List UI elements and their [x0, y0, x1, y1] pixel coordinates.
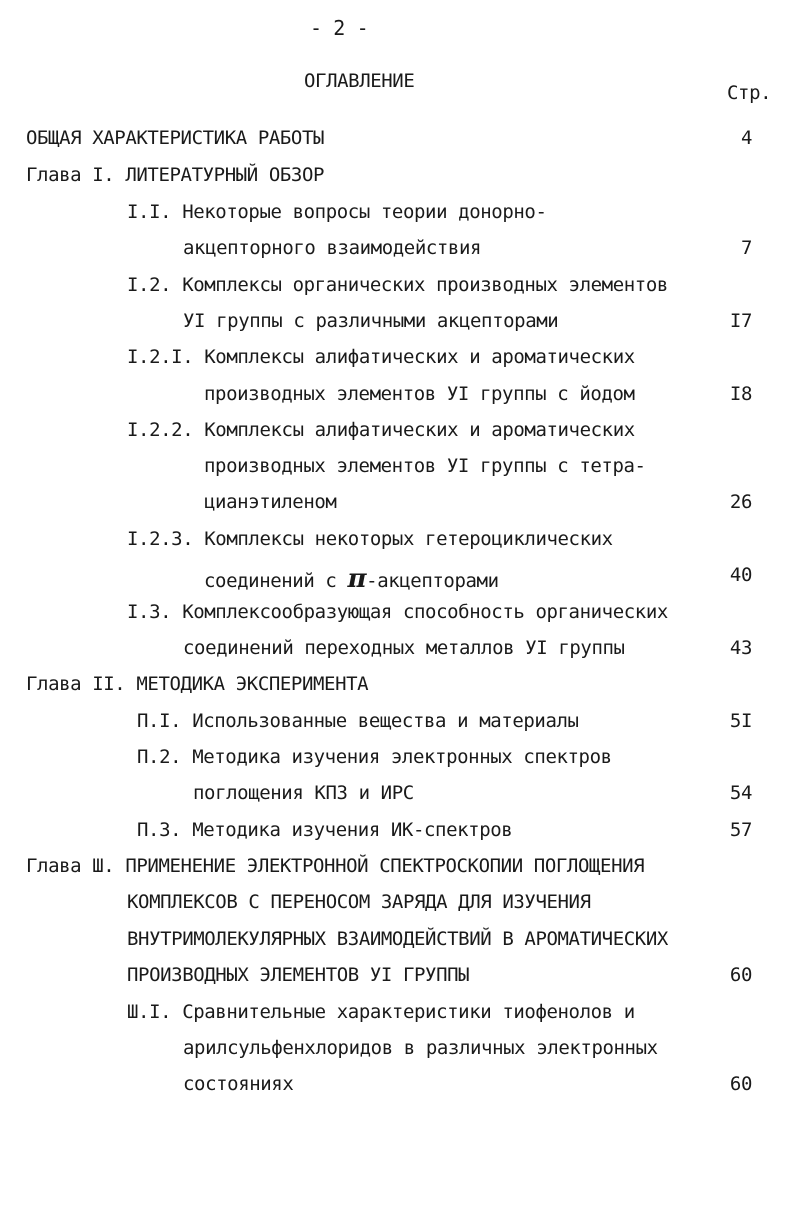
page-number: - 2 -	[310, 16, 369, 40]
toc-entry-text: I.2.2. Комплексы алифатических и ароматических	[127, 419, 635, 441]
toc-entry-text: соединений переходных металлов УI группы	[183, 637, 625, 659]
toc-entry-text: I.2. Комплексы органических производных элементов	[127, 274, 668, 296]
toc-entry-page: I7	[729, 310, 752, 332]
toc-entry-text: П.I. Использованные вещества и материалы	[137, 710, 579, 732]
toc-entry-page: I8	[729, 383, 752, 405]
toc-entry-text: I.3. Комплексообразующая способность органических	[127, 601, 668, 623]
toc-entry-page: 5I	[729, 710, 752, 732]
toc-entry-text: Глава I. ЛИТЕРАТУРНЫЙ ОБЗОР	[26, 164, 325, 186]
toc-entry-text: I.2.3. Комплексы некоторых гетероциклических	[127, 528, 613, 550]
toc-entry-page: 4	[740, 127, 752, 149]
toc-entry-text: I.2.I. Комплексы алифатических и ароматических	[127, 346, 635, 368]
toc-entry-text: ОБЩАЯ ХАРАКТЕРИСТИКА РАБОТЫ	[26, 127, 325, 149]
toc-entry-text: I.I. Некоторые вопросы теории донорно-	[127, 201, 547, 223]
toc-entry-text: УI группы с различными акцепторами	[183, 310, 559, 332]
toc-entry-page: 60	[729, 1073, 752, 1095]
toc-entry-page: 57	[729, 819, 752, 841]
toc-entry-text: Ш.I. Сравнительные характеристики тиофенолов и	[127, 1001, 635, 1023]
toc-entry-page: 7	[740, 237, 752, 259]
toc-entry-page: 43	[729, 637, 752, 659]
toc-entry-text: поглощения КПЗ и ИРС	[193, 782, 414, 804]
toc-entry-text: КОМПЛЕКСОВ С ПЕРЕНОСОМ ЗАРЯДА ДЛЯ ИЗУЧЕНИЯ	[127, 891, 591, 913]
toc-entry-text: ПРОИЗВОДНЫХ ЭЛЕМЕНТОВ УI ГРУППЫ	[127, 964, 470, 986]
toc-entry-page: 26	[729, 491, 752, 513]
toc-entry-text	[204, 566, 499, 592]
toc-entry-text: П.3. Методика изучения ИК-спектров	[137, 819, 513, 841]
toc-entry-text: арилсульфенхлоридов в различных электронных	[183, 1037, 658, 1059]
toc-entry-text: состояниях	[183, 1073, 294, 1095]
toc-entry-text-after: -акцепторами	[366, 570, 499, 592]
toc-entry-text: Глава Ш. ПРИМЕНЕНИЕ ЭЛЕКТРОННОЙ СПЕКТРОСКОПИИ ПОГЛОЩЕНИЯ	[26, 855, 645, 877]
pi-symbol: π	[347, 564, 367, 594]
page-column-label: Стр.	[727, 82, 772, 104]
toc-entry-text: П.2. Методика изучения электронных спектров	[137, 746, 612, 768]
toc-entry-text-before: соединений с	[204, 570, 337, 592]
toc-entry-page: 40	[729, 564, 752, 586]
toc-entry-page: 60	[729, 964, 752, 986]
toc-entry-text: ВНУТРИМОЛЕКУЛЯРНЫХ ВЗАИМОДЕЙСТВИЙ В АРОМАТИЧЕСКИХ	[127, 928, 668, 950]
toc-entry-text: производных элементов УI группы с тетра-	[204, 455, 646, 477]
toc-title: ОГЛАВЛЕНИЕ	[304, 70, 415, 92]
toc-entry-text: Глава II. МЕТОДИКА ЭКСПЕРИМЕНТА	[26, 673, 369, 695]
toc-entry-page: 54	[729, 782, 752, 804]
toc-entry-text: производных элементов УI группы с йодом	[204, 383, 635, 405]
toc-entry-text: цианэтиленом	[204, 491, 337, 513]
toc-entry-text: акцепторного взаимодействия	[183, 237, 482, 259]
